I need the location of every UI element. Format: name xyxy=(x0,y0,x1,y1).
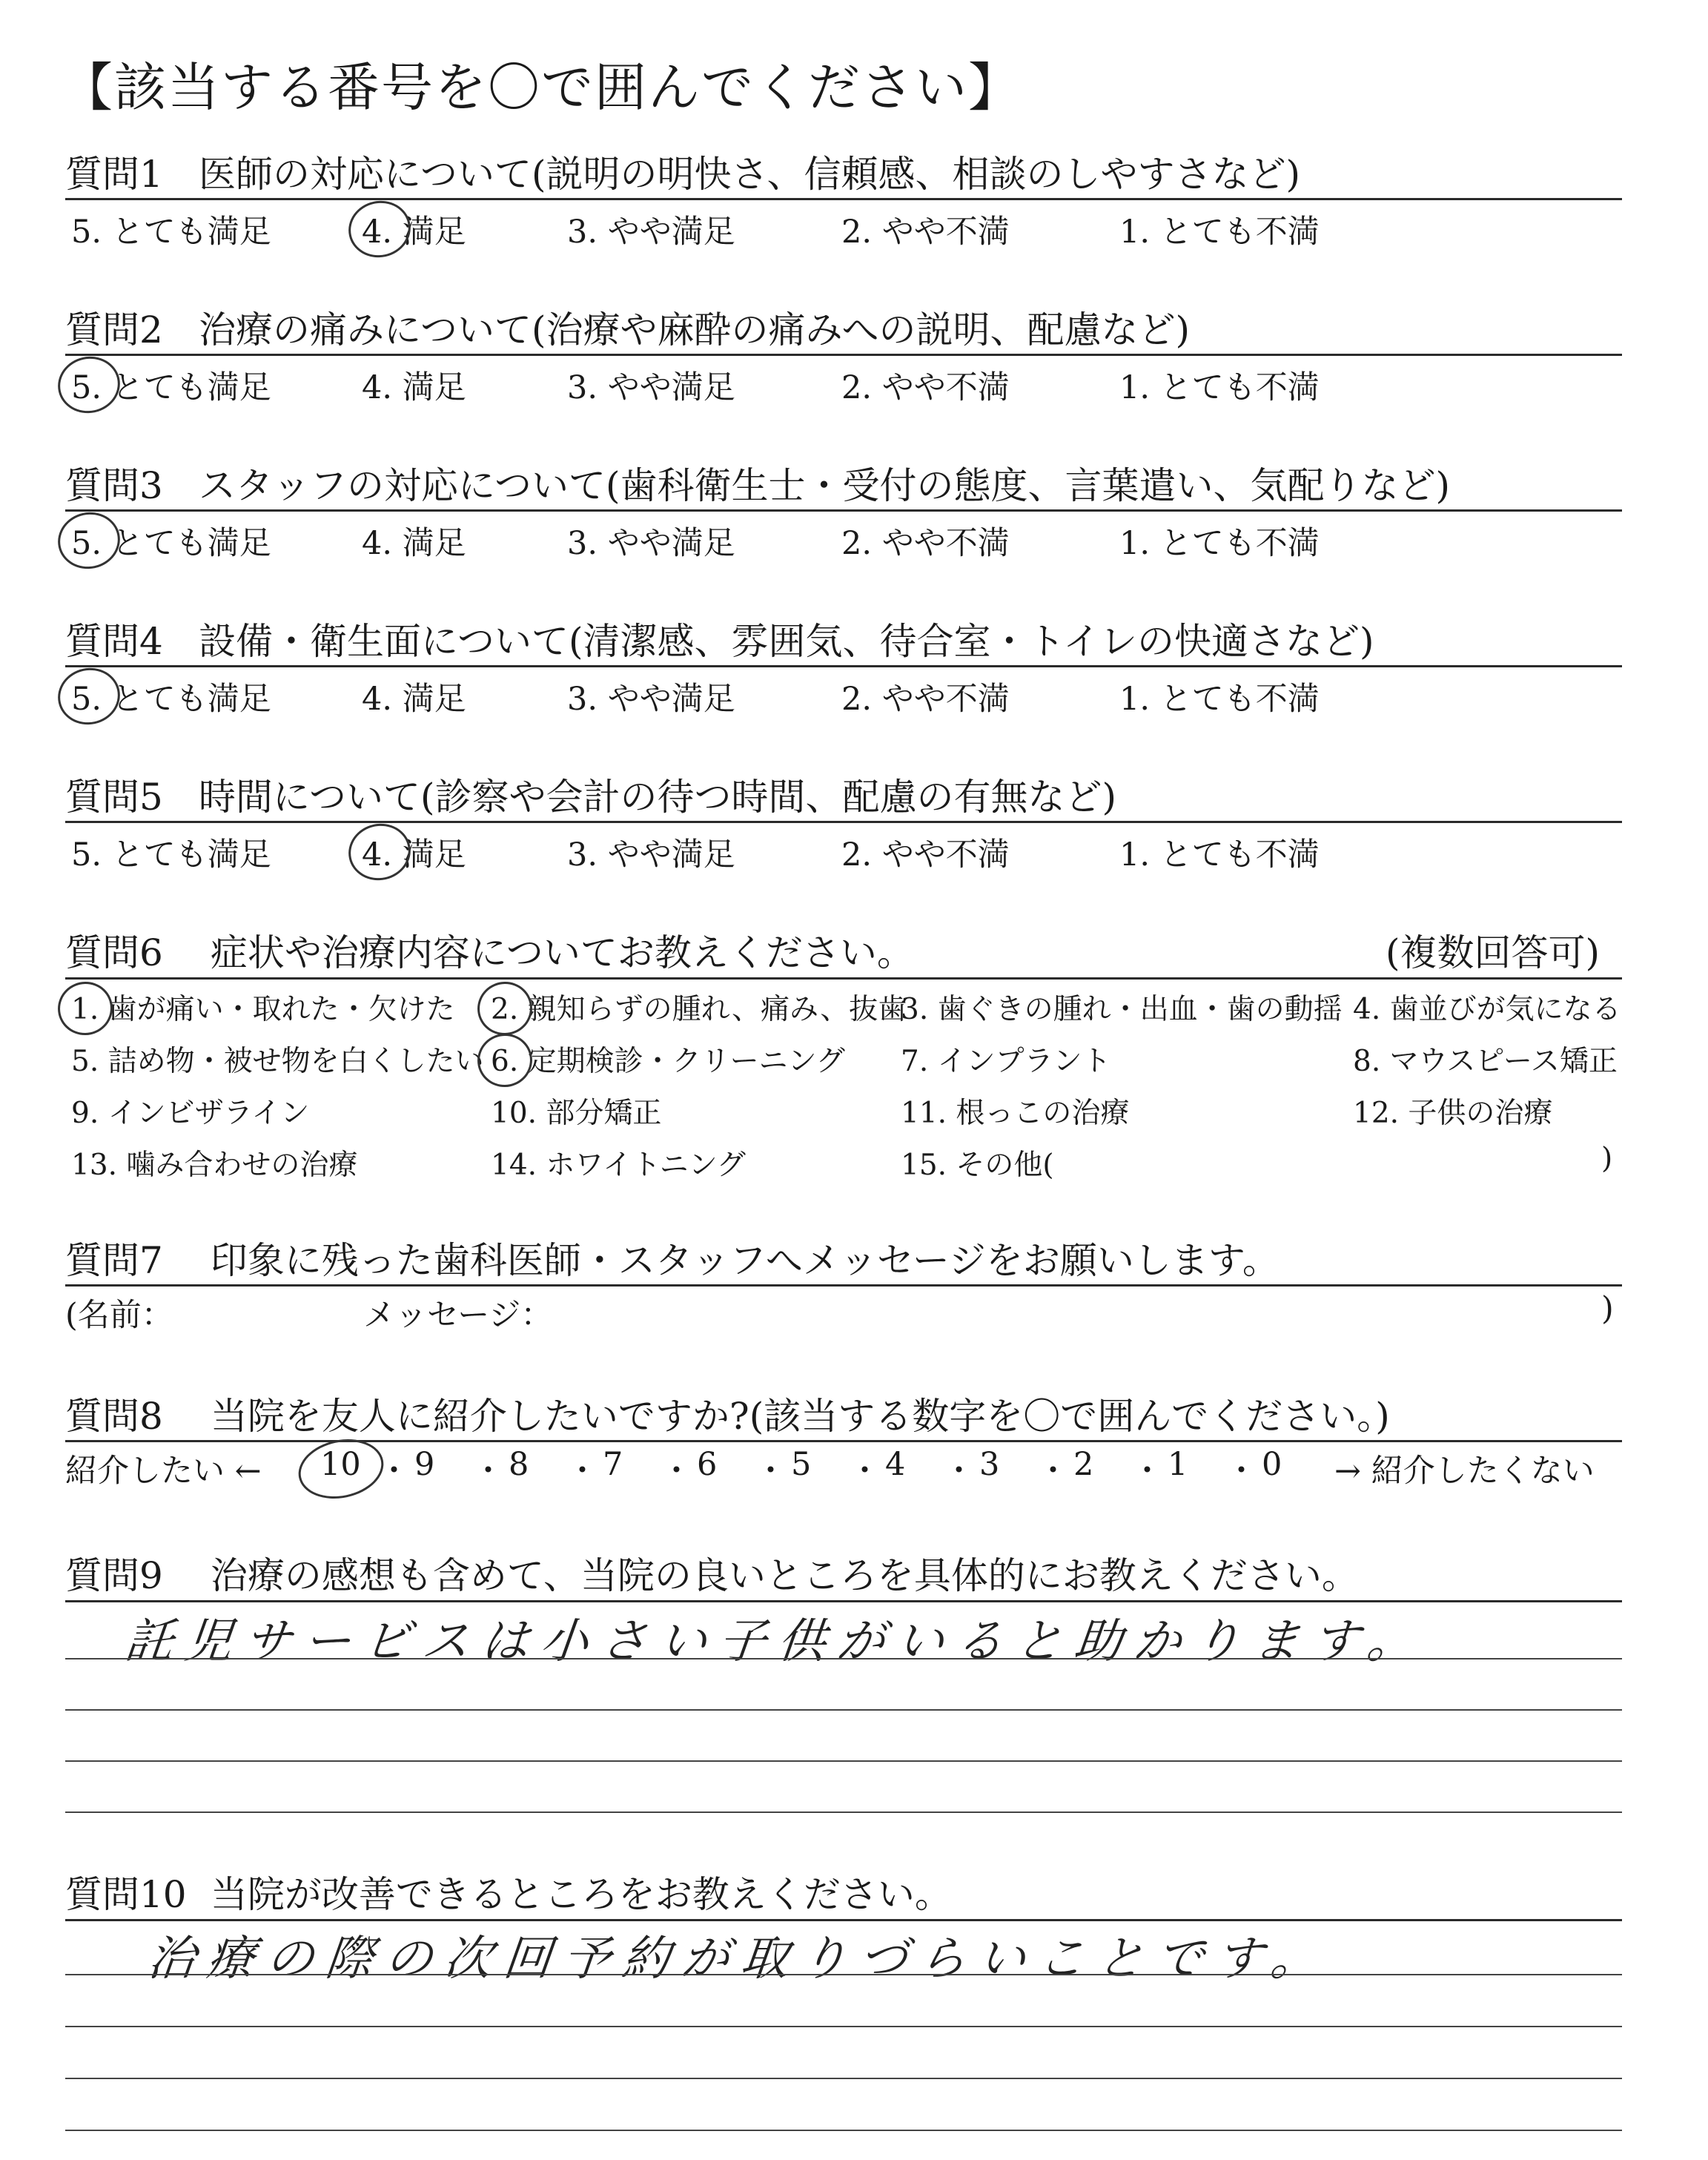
rating-option[interactable]: 2. やや不満 xyxy=(841,214,1010,251)
rating-option[interactable]: 3. やや満足 xyxy=(567,369,735,406)
question-label: 質問10 xyxy=(65,1873,187,1916)
q9-rule xyxy=(65,1600,1622,1602)
selection-circle xyxy=(343,195,416,263)
rating-option[interactable]: 2. やや不満 xyxy=(841,525,1010,562)
treatment-option[interactable]: 14. ホワイトニング xyxy=(491,1149,746,1182)
question-8-rule xyxy=(65,1440,1622,1442)
question-3 xyxy=(65,456,1622,509)
rating-option[interactable]: 3. やや満足 xyxy=(567,214,735,251)
question-text: 時間について(診察や会計の待つ時間、配慮の有無など) xyxy=(199,776,1117,819)
rating-option[interactable]: 3. やや満足 xyxy=(567,681,735,718)
question-2 xyxy=(65,300,1622,354)
question-label: 質問9 xyxy=(65,1554,163,1597)
treatment-option[interactable]: 5. 詰め物・被せ物を白くしたい xyxy=(71,1045,484,1078)
question-4-rule xyxy=(65,665,1622,667)
question-5-rule xyxy=(65,821,1622,823)
rating-option[interactable]: 5. とても満足 xyxy=(71,214,271,251)
rating-option[interactable]: 4. 満足 xyxy=(362,525,466,562)
rating-option[interactable]: 2. やや不満 xyxy=(841,836,1010,873)
q10-answer-line xyxy=(65,2130,1622,2131)
scale-separator: ・ xyxy=(566,1453,598,1490)
question-5 xyxy=(65,767,1622,821)
q9-answer-line xyxy=(65,1811,1622,1813)
message-close-paren: ) xyxy=(1601,1290,1614,1327)
treatment-option[interactable]: 11. 根っこの治療 xyxy=(901,1097,1130,1130)
selection-circle xyxy=(53,662,125,730)
question-label: 質問8 xyxy=(65,1395,163,1438)
rating-option[interactable]: 5. とても満足 xyxy=(71,681,271,718)
scale-number[interactable]: 1 xyxy=(1168,1446,1188,1483)
rating-option[interactable]: 3. やや満足 xyxy=(567,836,735,873)
scale-number[interactable]: 6 xyxy=(697,1446,718,1483)
rating-option[interactable]: 1. とても不満 xyxy=(1119,214,1320,251)
treatment-option[interactable]: 12. 子供の治療 xyxy=(1353,1097,1553,1130)
q9-answer-line xyxy=(65,1709,1622,1711)
scale-number[interactable]: 8 xyxy=(509,1446,529,1483)
name-label: (名前： xyxy=(65,1297,173,1334)
scale-separator: ・ xyxy=(1225,1453,1257,1490)
question-text: 当院が改善できるところをお教えください。 xyxy=(210,1873,952,1916)
question-label: 質問3 xyxy=(65,464,163,507)
rating-option[interactable]: 4. 満足 xyxy=(362,836,466,873)
scale-separator: ・ xyxy=(661,1453,692,1490)
question-text: 設備・衛生面について(清潔感、雰囲気、待合室・トイレの快適さなど) xyxy=(199,620,1374,663)
question-label: 質問1 xyxy=(65,153,163,196)
treatment-option[interactable]: 8. マウスピース矯正 xyxy=(1353,1045,1618,1078)
rating-option[interactable]: 4. 満足 xyxy=(362,681,466,718)
selection-circle xyxy=(53,351,125,419)
rating-option[interactable]: 3. やや満足 xyxy=(567,525,735,562)
treatment-option[interactable]: 9. インビザライン xyxy=(71,1097,310,1130)
question-9 xyxy=(65,1546,1622,1599)
scale-separator: ・ xyxy=(755,1453,787,1490)
question-2-rule xyxy=(65,354,1622,356)
question-text: 治療の感想も含めて、当院の良いところを具体的にお教えください。 xyxy=(210,1554,1359,1597)
rating-option[interactable]: 5. とても満足 xyxy=(71,369,271,406)
question-7 xyxy=(65,1231,1622,1284)
scale-separator: ・ xyxy=(1131,1453,1163,1490)
rating-option[interactable]: 4. 満足 xyxy=(362,214,466,251)
question-text: 治療の痛みについて(治療や麻酔の痛みへの説明、配慮など) xyxy=(199,308,1191,351)
scale-separator: ・ xyxy=(1037,1453,1069,1490)
scale-number[interactable]: 5 xyxy=(791,1446,812,1483)
treatment-option[interactable]: 6. 定期検診・クリーニング xyxy=(491,1045,845,1078)
question-text: スタッフの対応について(歯科衛生士・受付の態度、言葉遣い、気配りなど) xyxy=(199,464,1451,507)
scale-number[interactable]: 10 xyxy=(320,1446,361,1483)
page-header: 【該当する番号を〇で囲んでください】 xyxy=(61,57,1022,118)
q9-answer-line xyxy=(65,1658,1622,1659)
question-text: 症状や治療内容についてお教えください。 xyxy=(210,931,914,974)
question-label: 質問7 xyxy=(65,1239,163,1282)
treatment-option[interactable]: 3. 歯ぐきの腫れ・出血・歯の動揺 xyxy=(901,993,1343,1026)
question-6-rule xyxy=(65,977,1622,980)
question-1 xyxy=(65,145,1622,198)
question-10 xyxy=(65,1865,1622,1918)
scale-separator: ・ xyxy=(472,1453,504,1490)
scale-number[interactable]: 3 xyxy=(979,1446,1000,1483)
question-text: 印象に残った歯科医師・スタッフへメッセージをお願いします。 xyxy=(210,1239,1280,1282)
selection-circle xyxy=(53,506,125,575)
question-text: 医師の対応について(説明の明快さ、信頼感、相談のしやすさなど) xyxy=(199,153,1301,196)
question-6 xyxy=(65,923,1622,977)
scale-separator: ・ xyxy=(849,1453,881,1490)
recommend-label: 紹介したい ← xyxy=(65,1453,262,1490)
question-4 xyxy=(65,612,1622,665)
question-label: 質問6 xyxy=(65,931,163,974)
treatment-option[interactable]: 4. 歯並びが気になる xyxy=(1353,993,1621,1026)
q10-answer-line xyxy=(65,1974,1622,1975)
scale-separator: ・ xyxy=(943,1453,975,1490)
treatment-option[interactable]: 13. 噛み合わせの治療 xyxy=(71,1149,358,1182)
rating-option[interactable]: 1. とても不満 xyxy=(1119,681,1320,718)
q10-answer-line xyxy=(65,2026,1622,2027)
treatment-option[interactable]: 10. 部分矯正 xyxy=(491,1097,662,1130)
q9-answer-line xyxy=(65,1760,1622,1762)
other-close-paren: ) xyxy=(1601,1142,1613,1175)
rating-option[interactable]: 1. とても不満 xyxy=(1119,369,1320,406)
treatment-option[interactable]: 15. その他( xyxy=(901,1149,1054,1182)
q9-handwritten-answer: 託児サービスは小さい子供がいると助かります。 xyxy=(122,1614,1430,1669)
message-label: メッセージ： xyxy=(363,1297,553,1334)
q10-handwritten-answer: 治療の際の次回予約が取りづらいことです。 xyxy=(145,1932,1334,1986)
question-label: 質問5 xyxy=(65,776,163,819)
scale-separator: ・ xyxy=(378,1453,410,1490)
rating-option[interactable]: 2. やや不満 xyxy=(841,681,1010,718)
rating-option[interactable]: 1. とても不満 xyxy=(1119,836,1320,873)
scale-number[interactable]: 4 xyxy=(885,1446,906,1483)
scale-number[interactable]: 9 xyxy=(414,1446,435,1483)
selection-circle xyxy=(293,1432,389,1506)
question-3-rule xyxy=(65,509,1622,512)
treatment-option[interactable]: 1. 歯が痛い・取れた・欠けた xyxy=(71,993,455,1026)
question-7-rule xyxy=(65,1284,1622,1287)
question-label: 質問2 xyxy=(65,308,163,351)
scale-number[interactable]: 7 xyxy=(603,1446,623,1483)
selection-circle xyxy=(343,818,416,886)
rating-option[interactable]: 5. とても満足 xyxy=(71,836,271,873)
rating-option[interactable]: 1. とても不満 xyxy=(1119,525,1320,562)
treatment-option[interactable]: 7. インプラント xyxy=(901,1045,1111,1078)
scale-number[interactable]: 0 xyxy=(1262,1446,1282,1483)
rating-option[interactable]: 4. 満足 xyxy=(362,369,466,406)
question-1-rule xyxy=(65,198,1622,200)
rating-option[interactable]: 2. やや不満 xyxy=(841,369,1010,406)
not-recommend-label: → 紹介したくない xyxy=(1334,1453,1595,1490)
q10-answer-line xyxy=(65,2078,1622,2079)
rating-option[interactable]: 5. とても満足 xyxy=(71,525,271,562)
multiple-answer-note: (複数回答可) xyxy=(1385,931,1600,974)
scale-number[interactable]: 2 xyxy=(1073,1446,1094,1483)
question-label: 質問4 xyxy=(65,620,163,663)
question-8 xyxy=(65,1387,1622,1440)
treatment-option[interactable]: 2. 親知らずの腫れ、痛み、抜歯 xyxy=(491,993,907,1026)
question-text: 当院を友人に紹介したいですか?(該当する数字を〇で囲んでください。) xyxy=(210,1395,1390,1438)
